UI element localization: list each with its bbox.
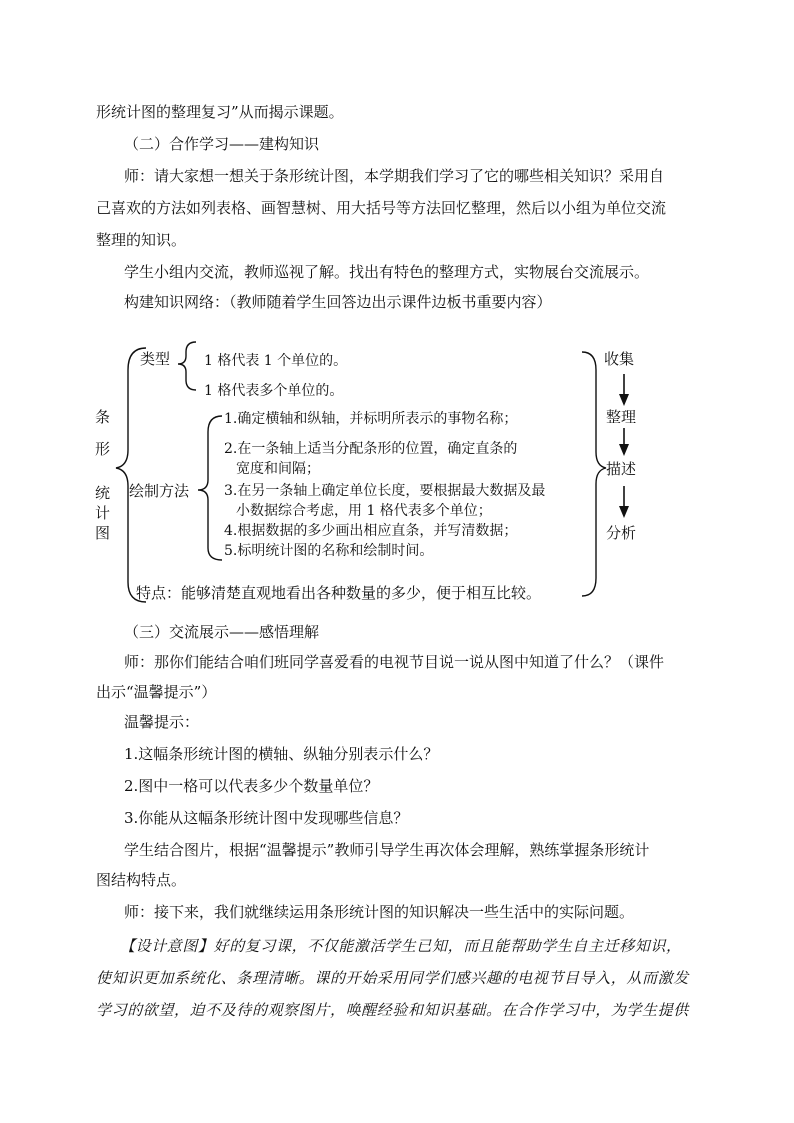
type-label: 类型 bbox=[140, 350, 171, 368]
tip-item: 1.这幅条形统计图的横轴、纵轴分别表示什么？ bbox=[124, 745, 439, 763]
paragraph-text: 学生结合图片，根据“温馨提示”教师引导学生再次体会理解，熟练掌握条形统计 bbox=[124, 841, 650, 859]
root-char: 计 bbox=[95, 504, 111, 522]
method-step: 宽度和间隔； bbox=[236, 461, 320, 477]
section-heading: （三）交流展示——感悟理解 bbox=[124, 623, 320, 641]
flow-step: 描述 bbox=[606, 460, 637, 478]
paragraph-text: 整理的知识。 bbox=[96, 231, 187, 249]
method-step: 1.确定横轴和纵轴，并标明所表示的事物名称； bbox=[224, 411, 518, 427]
paragraph-text: 出示“温馨提示”） bbox=[96, 683, 217, 701]
paragraph-text: 形统计图的整理复习”从而揭示课题。 bbox=[96, 103, 344, 121]
type-item: 1 格代表 1 个单位的。 bbox=[204, 353, 348, 369]
type-brace bbox=[178, 342, 196, 390]
tip-item: 3.你能从这幅条形统计图中发现哪些信息？ bbox=[124, 809, 409, 827]
method-step: 5.标明统计图的名称和绘制时间。 bbox=[224, 543, 434, 559]
arrow-head bbox=[619, 506, 629, 518]
method-step: 2.在一条轴上适当分配条形的位置，确定直条的 bbox=[224, 441, 518, 457]
design-note-line: 学习的欲望，迫不及待的观察图片，唤醒经验和知识基础。在合作学习中，为学生提供 bbox=[96, 1001, 689, 1019]
feature-text: 特点：能够清楚直观地看出各种数量的多少，便于相互比较。 bbox=[136, 584, 542, 602]
tips-title: 温馨提示： bbox=[124, 713, 200, 731]
method-brace bbox=[198, 416, 222, 560]
type-item: 1 格代表多个单位的。 bbox=[204, 383, 344, 399]
design-note-line: 【设计意图】好的复习课，不仅能激活学生已知，而且能帮助学生自主迁移知识， bbox=[120, 937, 682, 955]
method-label: 绘制方法 bbox=[129, 482, 190, 500]
root-char: 形 bbox=[95, 440, 111, 458]
paragraph-text: 图结构特点。 bbox=[96, 871, 187, 889]
paragraph-text: 学生小组内交流，教师巡视了解。找出有特色的整理方式，实物展台交流展示。 bbox=[124, 263, 650, 281]
paragraph-text: 构建知识网络：（教师随着学生回答边出示课件边板书重要内容） bbox=[124, 293, 552, 311]
section-heading: （二）合作学习——建构知识 bbox=[124, 135, 320, 153]
flow-step: 分析 bbox=[606, 524, 637, 542]
method-step: 3.在另一条轴上确定单位长度，要根据最大数据及最 bbox=[224, 483, 546, 499]
arrow-head bbox=[619, 444, 629, 456]
tip-item: 2.图中一格可以代表多少个数量单位？ bbox=[124, 777, 379, 795]
method-step: 4.根据数据的多少画出相应直条，并写清数据； bbox=[224, 523, 518, 539]
paragraph-text: 师：那你们能结合咱们班同学喜爱看的电视节目说一说从图中知道了什么？（课件 bbox=[124, 653, 665, 671]
arrow-head bbox=[619, 394, 629, 406]
paragraph-text: 己喜欢的方法如列表格、画智慧树、用大括号等方法回忆整理，然后以小组为单位交流 bbox=[96, 199, 667, 217]
paragraph-text: 师：接下来，我们就继续运用条形统计图的知识解决一些生活中的实际问题。 bbox=[124, 903, 635, 921]
method-step: 小数据综合考虑，用 1 格代表多个单位； bbox=[236, 503, 492, 519]
flow-step: 整理 bbox=[606, 408, 637, 426]
flow-step: 收集 bbox=[604, 350, 635, 368]
paragraph-text: 师：请大家想一想关于条形统计图，本学期我们学习了它的哪些相关知识？采用自 bbox=[124, 167, 665, 185]
root-brace bbox=[116, 348, 146, 602]
root-char: 图 bbox=[95, 524, 111, 542]
right-brace bbox=[582, 352, 606, 596]
root-char: 条 bbox=[95, 408, 111, 426]
root-char: 统 bbox=[95, 484, 111, 502]
design-note-line: 使知识更加系统化、条理清晰。课的开始采用同学们感兴趣的电视节目导入，从而激发 bbox=[96, 969, 689, 987]
